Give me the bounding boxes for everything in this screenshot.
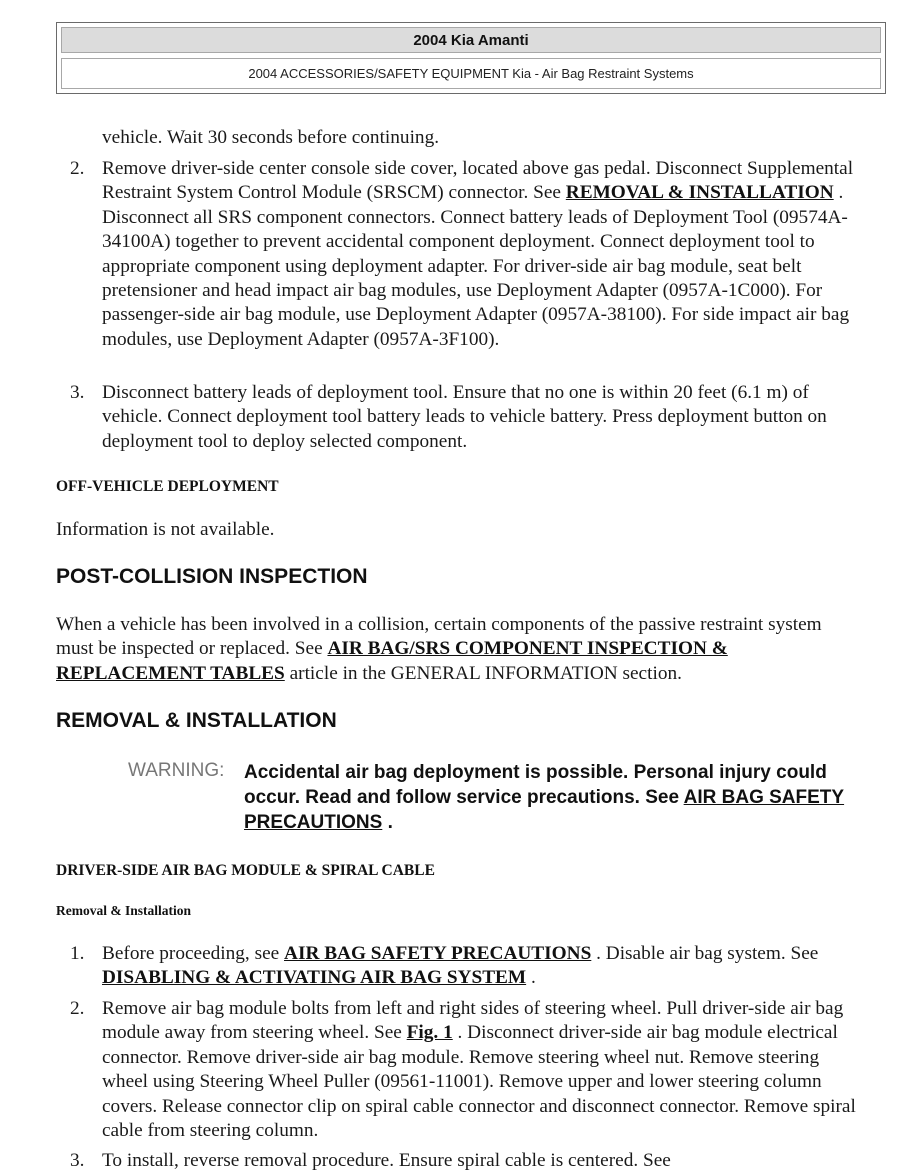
post-collision-heading: POST-COLLISION INSPECTION bbox=[56, 565, 368, 588]
list-item bbox=[56, 1149, 866, 1175]
post-collision-text bbox=[56, 613, 856, 686]
list-item bbox=[56, 157, 866, 377]
header-subtitle: 2004 ACCESSORIES/SAFETY EQUIPMENT Kia - Air Bag Restraint Systems bbox=[61, 58, 881, 89]
text-segment: Before proceeding, see bbox=[102, 943, 285, 964]
removal-heading: REMOVAL & INSTALLATION bbox=[56, 709, 337, 732]
list-item-text bbox=[102, 157, 866, 352]
link-fig-1[interactable]: Fig. 1 bbox=[406, 1022, 453, 1044]
text-segment: Remove driver-side center console side cover, located above gas pedal. Disconnect Supplemental Restraint System Control Module (SRSCM) connector. See bbox=[102, 158, 854, 204]
text-segment: . Disable air bag system. See bbox=[591, 943, 819, 964]
link-safety-precautions[interactable]: AIR BAG SAFETY PRECAUTIONS bbox=[244, 787, 845, 833]
header-title: 2004 Kia Amanti bbox=[61, 27, 881, 53]
removal-installation-subheading: Removal & Installation bbox=[56, 903, 191, 918]
text-segment: . Disconnect driver-side air bag module electrical connector. Remove driver-side air bag module. Remove steering wheel nut. Remove steering wheel using Steering Wheel Puller (09561-11001). Remove upper and lower steering column covers. Release connector clip on spiral cable connector and disconnect connector. Remove spiral cable from steering column. bbox=[102, 1022, 856, 1142]
text-segment: Remove air bag module bolts from left and right sides of steering wheel. Pull driver-side air bag module away from steering wheel. See bbox=[102, 998, 844, 1044]
list-item-text: To install, reverse removal procedure. Ensure spiral cable is centered. See bbox=[102, 1150, 671, 1171]
text-segment: . bbox=[526, 967, 536, 989]
list-number: 1. bbox=[70, 943, 85, 964]
warning-text bbox=[244, 760, 864, 835]
list-number: 2. bbox=[70, 158, 85, 179]
list-item-text: Disconnect battery leads of deployment tool. Ensure that no one is within 20 feet (6.1 m) of vehicle. Connect deployment tool battery leads to vehicle battery. Press deployment button on deployment tool to deploy selected component. bbox=[102, 382, 827, 452]
list-number: 3. bbox=[70, 382, 85, 403]
list-number: 2. bbox=[70, 998, 85, 1019]
driver-side-heading: DRIVER-SIDE AIR BAG MODULE & SPIRAL CABLE bbox=[56, 862, 435, 879]
continuation-text: vehicle. Wait 30 seconds before continuing. bbox=[102, 127, 440, 148]
off-vehicle-heading: OFF-VEHICLE DEPLOYMENT bbox=[56, 478, 279, 495]
text-segment: . bbox=[382, 812, 393, 833]
link-disabling-activating[interactable]: DISABLING & ACTIVATING AIR BAG SYSTEM bbox=[102, 967, 527, 989]
list-item-text bbox=[102, 942, 866, 991]
text-segment: Accidental air bag deployment is possible. Personal injury could occur. Read and follow service precautions. See bbox=[244, 762, 827, 808]
text-segment: . Disconnect all SRS component connectors. Connect battery leads of Deployment Tool (09574A-34100A) together to prevent accidental component deployment. Connect deployment tool to appropriate component using deployment adapter. For driver-side air bag module, seat belt pretensioner and head impact air bag modules, use Deployment Adapter (0957A-1C000). For passenger-side air bag module, use Deployment Adapter (0957A-38100). For side impact air bag modules, use Deployment Adapter (0957A-3F100). bbox=[102, 182, 850, 350]
warning-label: WARNING: bbox=[128, 760, 225, 781]
link-removal-installation[interactable]: REMOVAL & INSTALLATION bbox=[565, 182, 834, 204]
list-item bbox=[56, 997, 866, 1145]
link-inspection-tables[interactable]: AIR BAG/SRS COMPONENT INSPECTION & REPLACEMENT TABLES bbox=[56, 638, 728, 684]
link-safety-precautions-2[interactable]: AIR BAG SAFETY PRECAUTIONS bbox=[284, 943, 592, 964]
off-vehicle-text: Information is not available. bbox=[56, 519, 275, 540]
list-item bbox=[56, 942, 866, 992]
text-segment: When a vehicle has been involved in a collision, certain components of the passive restraint system must be inspected or replaced. See bbox=[56, 614, 822, 660]
document-header bbox=[56, 22, 886, 94]
list-number: 3. bbox=[70, 1150, 85, 1171]
list-item-text bbox=[102, 997, 866, 1143]
list-item bbox=[56, 381, 866, 456]
text-segment: article in the GENERAL INFORMATION section. bbox=[284, 662, 682, 684]
